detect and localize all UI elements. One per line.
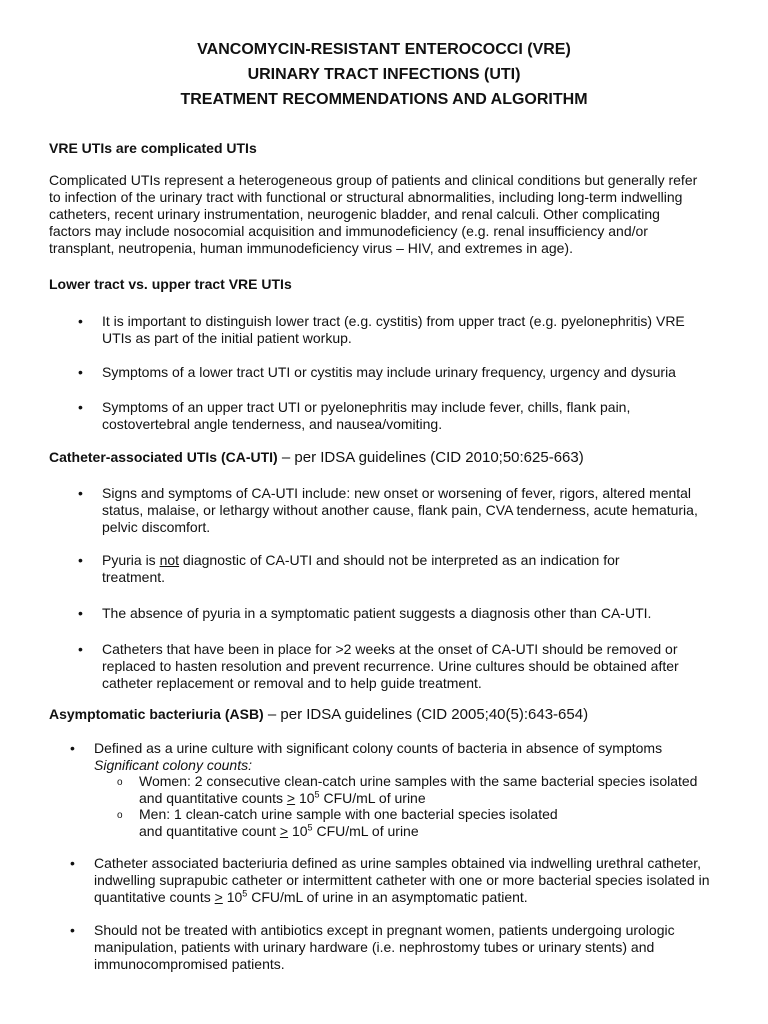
paragraph-line: catheters, recent urinary instrumentation, neurogenic bladder, and renal calculi. Other complicating (49, 206, 660, 222)
bullet-icon: • (78, 485, 83, 501)
sub-bullet-icon: o (117, 810, 123, 821)
paragraph-line: Complicated UTIs represent a heterogeneous group of patients and clinical conditions but generally refer (49, 172, 698, 188)
list-item-text: pelvic discomfort. (102, 519, 211, 535)
list-item-text: quantitative counts > $10^5$ CFU/mL of urine in an asymptomatic patient. (94, 888, 528, 905)
list-item (70, 922, 675, 973)
paragraph-line: factors may include nosocomial acquisition and immunodeficiency (e.g. renal insufficiency and/or (49, 223, 648, 239)
bullet-icon: • (78, 605, 83, 621)
bullet-icon: • (78, 552, 83, 568)
document-title-line-1: VANCOMYCIN-RESISTANT ENTEROCOCCI (VRE) (197, 41, 571, 58)
document-title-line-2: URINARY TRACT INFECTIONS (UTI) (247, 66, 521, 83)
list-item-text: costovertebral angle tenderness, and nausea/vomiting. (102, 416, 443, 432)
list-item-text: Significant colony counts: (94, 757, 252, 773)
list-item-text: Catheter associated bacteriuria defined as urine samples obtained via indwelling urethral catheter, (94, 855, 702, 871)
bullet-icon: • (78, 364, 83, 380)
list-item-text: Symptoms of a lower tract UTI or cystitis may include urinary frequency, urgency and dysuria (102, 364, 676, 380)
list-item (70, 855, 710, 906)
bullet-icon: • (78, 399, 83, 415)
paragraph-line: transplant, neutropenia, human immunodeficiency virus – HIV, and extremes in age). (49, 240, 573, 256)
list-item (78, 399, 630, 433)
list-item (78, 641, 679, 692)
guideline-citation: – per IDSA guidelines (CID 2010;50:625-663) (277, 449, 584, 466)
list-item-text: immunocompromised patients. (94, 956, 285, 972)
emphasis-not: not (159, 552, 180, 568)
list-item-text: Defined as a urine culture with significant colony counts of bacteria in absence of symptoms (94, 740, 663, 756)
list-item (78, 364, 676, 381)
list-item-text: indwelling suprapubic catheter or intermittent catheter with one or more bacterial species isolated in (94, 872, 710, 888)
list-item-text: UTIs as part of the initial patient workup. (102, 330, 352, 346)
list-item-text: Catheters that have been in place for >2 weeks at the onset of CA-UTI should be removed or (102, 641, 678, 657)
list-item-text: manipulation, patients with urinary hardware (i.e. nephrostomy tubes or urinary stents) and (94, 939, 655, 955)
section-heading-ca-uti (49, 449, 584, 466)
list-item-text: It is important to distinguish lower tract (e.g. cystitis) from upper tract (e.g. pyelonephritis) VRE (102, 313, 685, 329)
section-heading-asb (49, 706, 588, 723)
list-item-text: Symptoms of an upper tract UTI or pyelonephritis may include fever, chills, flank pain, (102, 399, 631, 415)
list-item-text: The absence of pyuria in a symptomatic patient suggests a diagnosis other than CA-UTI. (102, 605, 652, 621)
guideline-citation: – per IDSA guidelines (CID 2005;40(5):643-654) (263, 706, 589, 723)
bullet-icon: • (70, 855, 75, 871)
list-item-text: and quantitative count > $10^5$ CFU/mL of urine (139, 822, 419, 839)
list-item (70, 740, 662, 774)
list-item-text: treatment. (102, 569, 166, 585)
complicated-utis-paragraph (49, 172, 729, 257)
list-item (78, 605, 651, 622)
heading-bold-part: Catheter-associated UTIs (CA-UTI) (49, 449, 278, 465)
list-item-text: replaced to hasten resolution and prevent recurrence. Urine cultures should be obtained after (102, 658, 679, 674)
list-item (78, 485, 698, 536)
paragraph-line: to infection of the urinary tract with functional or structural abnormalities, including long-term indwelling (49, 189, 683, 205)
document-title-line-3: TREATMENT RECOMMENDATIONS AND ALGORITHM (180, 91, 588, 108)
bullet-icon: • (70, 922, 75, 938)
bullet-icon: • (70, 740, 75, 756)
list-item-text: Men: 1 clean-catch urine sample with one bacterial species isolated (139, 806, 558, 822)
list-item-text: Pyuria is not diagnostic of CA-UTI and should not be interpreted as an indication for (102, 552, 620, 568)
list-item-text: Should not be treated with antibiotics except in pregnant women, patients undergoing urologic (94, 922, 675, 938)
bullet-icon: • (78, 313, 83, 329)
sub-bullet-icon: o (117, 777, 123, 788)
list-item-text: Signs and symptoms of CA-UTI include: new onset or worsening of fever, rigors, altered mental (102, 485, 692, 501)
list-item (78, 313, 685, 347)
section-heading-complicated-utis: VRE UTIs are complicated UTIs (49, 140, 257, 156)
list-item-text: and quantitative counts > $10^5$ CFU/mL of urine (139, 789, 426, 806)
list-item (78, 552, 620, 586)
list-item-text: catheter replacement or removal and to help guide treatment. (102, 675, 482, 691)
list-item-text: status, malaise, or lethargy without another cause, flank pain, CVA tenderness, acute hematuria, (102, 502, 698, 518)
bullet-icon: • (78, 641, 83, 657)
section-heading-lower-upper-tract: Lower tract vs. upper tract VRE UTIs (49, 276, 292, 292)
heading-bold-part: Asymptomatic bacteriuria (ASB) (49, 706, 264, 722)
sub-list-item (117, 806, 558, 840)
sub-list-item (117, 773, 697, 807)
list-item-text: Women: 2 consecutive clean-catch urine samples with the same bacterial species isolated (139, 773, 698, 789)
